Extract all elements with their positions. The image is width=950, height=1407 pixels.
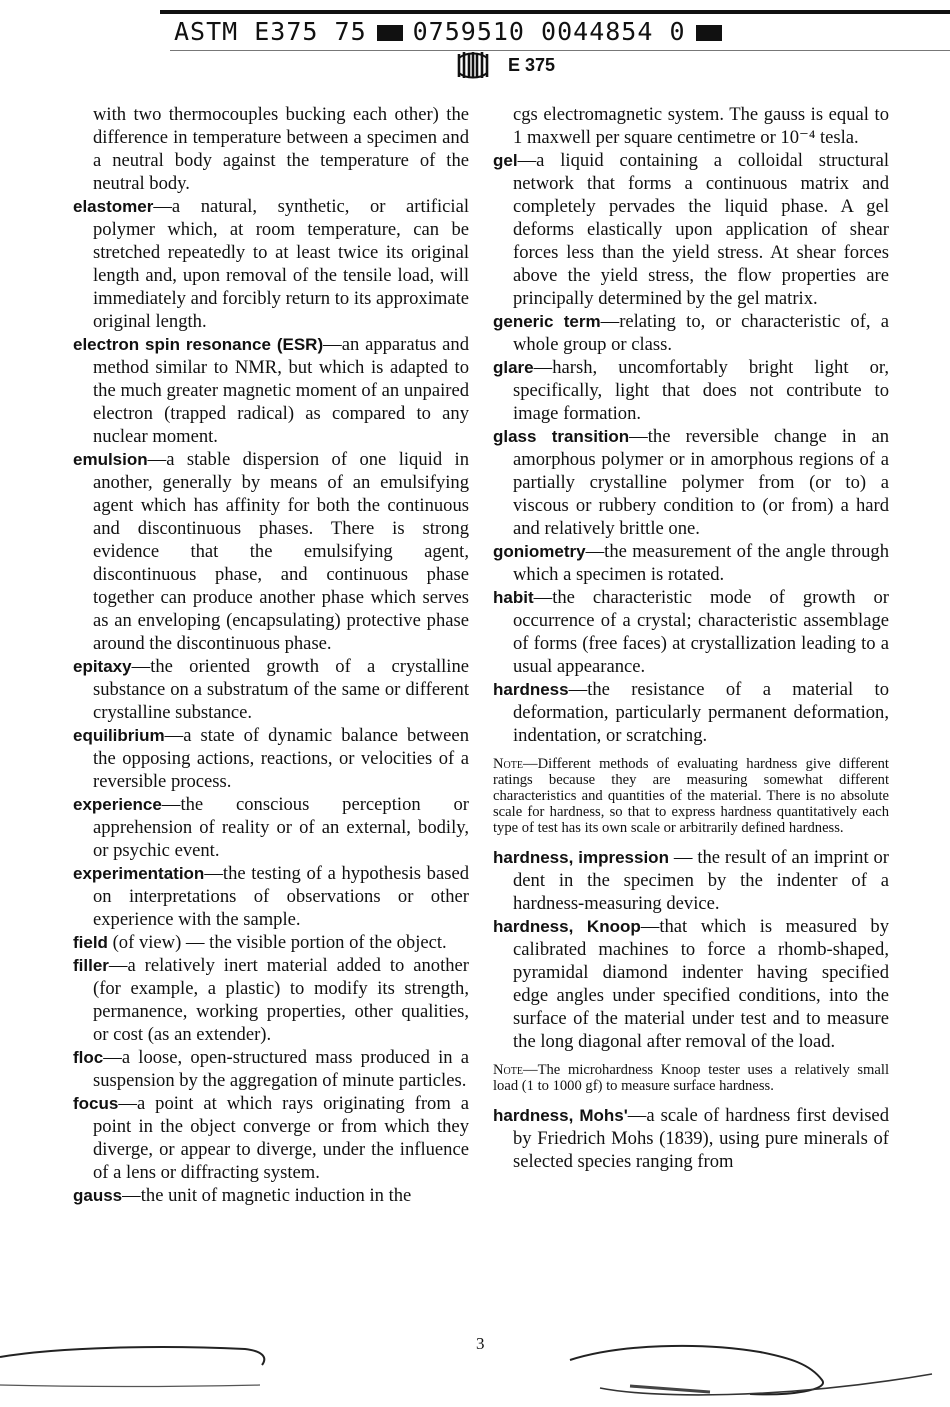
entry-epitaxy: epitaxy—the oriented growth of a crystalline substance on a substratum of the same or different crystalline substance. (73, 656, 469, 723)
entry-hardness-impression: hardness, impression — the result of an imprint or dent in the specimen by the indenter of a hardness-measuring device. (493, 847, 889, 914)
entry-equilibrium: equilibrium—a state of dynamic balance between the opposing actions, reactions, or velocities of a reversible process. (73, 725, 469, 792)
dash: — (522, 1062, 538, 1078)
entry-glass-transition: glass transition—the reversible change in an amorphous polymer or in amorphous regions of a partially crystalline polymer from (or to) a viscous or rubbery condition to (or from) a hard and relatively brittle one. (493, 426, 889, 539)
entry-hardness-knoop: hardness, Knoop—that which is measured by calibrated machines to force a rhomb-shaped, pyramidal diamond indenter having specified edge angles under specified conditions, into the surface of the material under test and to measure the long diagonal after removal of the load. (493, 916, 889, 1052)
dash: — (147, 449, 167, 470)
dash: — (103, 1047, 122, 1068)
astm-logo (456, 50, 490, 86)
dash: — (517, 150, 537, 171)
entry-elastomer: elastomer—a natural, synthetic, or artificial polymer which, at room temperature, can be stretched repeatedly to at least twice its original length and, upon removal of the tensile load, will immediately and forcibly return to its approximate original length. (73, 196, 469, 332)
right-column (493, 103, 889, 1173)
header-code-part-1: ASTM E375 75 (174, 17, 367, 46)
entry-filler: filler—a relatively inert material added to another (for example, a plastic) to modify its strength, permanence, working properties, other qualities, or cost (as an extender). (73, 955, 469, 1045)
term: filler (73, 956, 109, 975)
note-label: Note (493, 1062, 523, 1078)
dash: — (640, 916, 660, 937)
astm-logo-icon (456, 50, 490, 80)
dash: — (568, 679, 588, 700)
scan-artifact-left (0, 1335, 280, 1395)
left-column (73, 103, 469, 1207)
term: hardness, Knoop (493, 917, 641, 936)
scan-artifact-right (560, 1340, 950, 1405)
term: experience (73, 795, 162, 814)
entry-gel: gel—a liquid containing a colloidal structural network that forms a continuous matrix and completely pervades the liquid phase. A gel deforms elastically upon application of shear forces less than the yield stress. At shear forces above the yield stress, the flow properties are principally determined by the gel matrix. (493, 150, 889, 309)
entry-floc: floc—a loose, open-structured mass produced in a suspension by the aggregation of minute particles. (73, 1047, 469, 1091)
dash: — (164, 725, 184, 746)
dash: — (118, 1093, 137, 1114)
term: generic term (493, 312, 601, 331)
entry-glare: glare—harsh, uncomfortably bright light or, specifically, light that does not contribute to image formation. (493, 357, 889, 424)
note-knoop: Note—The microhardness Knoop tester uses a relatively small load (1 to 1000 gf) to measure surface hardness. (493, 1062, 889, 1094)
black-bar-icon (377, 25, 403, 41)
term: equilibrium (73, 726, 165, 745)
entry-electron-spin-resonance: electron spin resonance (ESR)—an apparatus and method similar to NMR, but which is adapted to the much greater magnetic moment of an unpaired electron (trapped radical) as compared to any nuclear moment. (73, 334, 469, 447)
entry-hardness: hardness—the resistance of a material to deformation, particularly permanent deformation, indentation, or scratching. (493, 679, 889, 746)
top-rule (160, 10, 950, 14)
dash: — (161, 794, 181, 815)
term: focus (73, 1094, 119, 1113)
dash: — (122, 1185, 141, 1206)
term: emulsion (73, 450, 148, 469)
term: gauss (73, 1186, 123, 1205)
entry-emulsion: emulsion—a stable dispersion of one liquid in another, generally by means of an emulsifying agent which has affinity for both the continuous and discontinuous phases. There is strong evidence that the emulsifying agent, discontinuous phase, and continuous phase together can produce another phase which serves as an enveloping (encapsulating) protective phase around the discontinuous phase. (73, 449, 469, 654)
term: glare (493, 358, 534, 377)
entry-hardness-mohs: hardness, Mohs'—a scale of hardness first devised by Friedrich Mohs (1839), using pure minerals of selected species ranging from (493, 1105, 889, 1172)
dash: — (673, 847, 693, 868)
entry-experience: experience—the conscious perception or apprehension of reality or of an external, bodily, or psychic event. (73, 794, 469, 861)
dash: — (600, 311, 620, 332)
term: field (73, 933, 108, 952)
term: glass transition (493, 427, 630, 446)
entry-focus: focus—a point at which rays originating from a point in the object converge or from which they diverge, or appear to diverge, under the influence of a lens or diffracting system. (73, 1093, 469, 1183)
term: hardness (493, 680, 569, 699)
entry-experimentation: experimentation—the testing of a hypothesis based on interpretations of observations or other experience with the sample. (73, 863, 469, 930)
page-number: 3 (476, 1334, 485, 1353)
entry-generic-term: generic term—relating to, or characteristic of, a whole group or class. (493, 311, 890, 355)
dash: — (585, 541, 605, 562)
term: epitaxy (73, 657, 132, 676)
note-hardness: Note—Different methods of evaluating hardness give different ratings because they are measuring somewhat different characteristics and quantities of the material. There is no absolute scale for hardness, so that to express hardness quantitatively each type of test has its own scale or arbitrarily defined hardness. (493, 756, 889, 836)
dash: — (204, 863, 223, 884)
entry-continuation: with two thermocouples bucking each other) the difference in temperature between a specimen and a neutral body against the temperature of the neutral body. (93, 104, 469, 194)
term: floc (73, 1048, 104, 1067)
black-bar-icon (696, 25, 722, 41)
header-code (174, 18, 732, 46)
entry-field: field (of view) — the visible portion of the object. (73, 932, 447, 953)
dash: — (323, 334, 342, 355)
dash: — (533, 357, 553, 378)
header-code-part-2: 0759510 0044854 0 (412, 17, 686, 46)
term: elastomer (73, 197, 154, 216)
term: habit (493, 588, 534, 607)
dash: — (108, 955, 128, 976)
entry-goniometry: goniometry—the measurement of the angle through which a specimen is rotated. (493, 541, 889, 585)
term: experimentation (73, 864, 205, 883)
term: goniometry (493, 542, 586, 561)
entry-gauss-continuation: cgs electromagnetic system. The gauss is equal to 1 maxwell per square centimetre or 10⁻⁴ tesla. (513, 104, 889, 148)
dash: — (153, 196, 172, 217)
entry-gauss: gauss—the unit of magnetic induction in the (73, 1185, 412, 1206)
dash: — (629, 426, 648, 447)
header-rule (170, 50, 950, 51)
entry-habit: habit—the characteristic mode of growth or occurrence of a crystal; characteristic assemblage of forms (free faces) at crystallization leading to a usual appearance. (493, 587, 889, 677)
dash: — (131, 656, 151, 677)
dash: — (533, 587, 553, 608)
term: electron spin resonance (ESR) (73, 335, 324, 354)
dash: — (522, 756, 538, 772)
note-label: Note (493, 756, 523, 772)
term: gel (493, 151, 518, 170)
term: hardness, Mohs' (493, 1106, 628, 1125)
standard-designation: E 375 (508, 55, 556, 75)
dash: — (627, 1105, 647, 1126)
term: hardness, impression (493, 848, 669, 867)
